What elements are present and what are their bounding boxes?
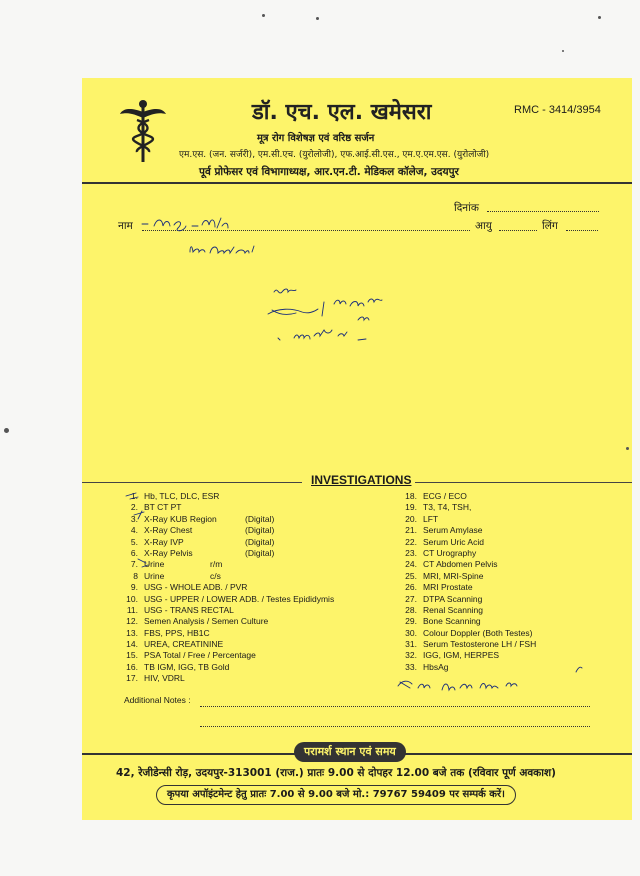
investigation-row: [118, 514, 334, 525]
investigation-name: LFT: [423, 513, 439, 524]
investigation-name: CT Urography: [423, 547, 477, 558]
investigation-row: [397, 594, 536, 605]
investigation-name: Serum Uric Acid: [423, 536, 484, 547]
investigation-row: [397, 582, 536, 593]
investigation-number: 1.: [130, 491, 138, 501]
investigation-row: [118, 559, 334, 570]
date-field[interactable]: [487, 211, 599, 212]
investigation-number: 11.: [126, 604, 138, 615]
paper-speck: [562, 50, 564, 52]
investigation-row: [118, 616, 334, 627]
investigation-name: Semen Analysis / Semen Culture: [144, 616, 269, 627]
investigation-number: 27.: [405, 593, 417, 604]
investigation-row: [118, 537, 334, 548]
investigation-number: 30.: [405, 627, 417, 638]
investigation-number: 3.: [130, 513, 138, 524]
investigation-number: 5.: [130, 536, 138, 547]
investigations-rule-left: [82, 482, 302, 483]
investigation-number: 24.: [405, 559, 417, 570]
name-field[interactable]: [142, 230, 470, 231]
appointment-note: कृपया अपॉइंटमेन्ट हेतु प्रातः 7.00 से 9.00 बजे मो.: 79767 59409 पर सम्पर्क करें।: [156, 785, 516, 805]
investigation-name: Colour Doppler (Both Testes): [423, 627, 533, 638]
investigations-left-column: [118, 491, 334, 685]
investigation-number: 7.: [130, 559, 138, 570]
investigation-row: [397, 571, 536, 582]
investigation-number: 4.: [130, 525, 138, 536]
handwritten-notes: [82, 78, 632, 820]
investigation-row: [397, 525, 536, 536]
investigation-row: [118, 639, 334, 650]
investigation-row: [118, 582, 334, 593]
investigation-name: MRI, MRI-Spine: [423, 570, 484, 581]
investigation-row: [397, 605, 536, 616]
investigation-number: 19.: [405, 502, 417, 513]
investigation-number: 29.: [405, 616, 417, 627]
investigation-name: PSA Total / Free / Percentage: [144, 650, 256, 661]
investigations-title: INVESTIGATIONS: [307, 473, 415, 487]
gender-field[interactable]: [566, 230, 598, 231]
investigation-name: ECG / ECO: [423, 491, 467, 501]
investigation-modality: (Digital): [245, 547, 275, 558]
investigation-name: UREA, CREATININE: [144, 639, 224, 650]
investigation-row: [118, 525, 334, 536]
investigation-row: [118, 650, 334, 661]
header-divider: [82, 182, 632, 184]
investigation-number: 6.: [130, 547, 138, 558]
investigation-number: 32.: [405, 650, 417, 661]
investigation-number: 15.: [126, 650, 138, 661]
investigation-row: [118, 662, 334, 673]
investigation-row: [397, 616, 536, 627]
investigation-number: 13.: [126, 627, 138, 638]
investigation-name: MRI Prostate: [423, 582, 473, 593]
investigation-row: [118, 571, 334, 582]
investigation-modality: (Digital): [245, 525, 275, 536]
paper-speck: [4, 428, 9, 433]
investigation-number: 31.: [405, 639, 417, 650]
investigation-name: Urine: [144, 570, 165, 581]
specialty: मूत्र रोग विशेषज्ञ एवं वरिष्ठ सर्जन: [257, 133, 375, 144]
investigation-row: [397, 502, 536, 513]
qualifications: एम.एस. (जन. सर्जरी), एम.सी.एच. (युरोलोजी), एफ.आई.सी.एस., एम.ए.एम.एस. (युरोलोजी): [179, 150, 490, 160]
investigation-number: 26.: [405, 582, 417, 593]
former-post: पूर्व प्रोफेसर एवं विभागाध्यक्ष, आर.एन.टी. मेडिकल कॉलेज, उदयपुर: [199, 166, 459, 178]
investigation-number: 17.: [126, 673, 138, 684]
investigation-name: BT CT PT: [144, 502, 182, 513]
investigation-name: USG - WHOLE ADB. / PVR: [144, 582, 248, 593]
investigation-name: DTPA Scanning: [423, 593, 483, 604]
investigation-modality: c/s: [210, 570, 221, 581]
investigation-row: [397, 639, 536, 650]
investigation-row: [118, 491, 334, 502]
investigation-row: [118, 673, 334, 684]
investigation-name: X-Ray Pelvis: [144, 547, 193, 558]
investigation-number: 25.: [405, 570, 417, 581]
investigation-name: Serum Amylase: [423, 525, 483, 536]
investigation-number: 10.: [126, 593, 138, 604]
investigation-number: 12.: [126, 616, 138, 627]
investigation-number: 21.: [405, 525, 417, 536]
investigation-name: FBS, PPS, HB1C: [144, 627, 210, 638]
investigation-name: T3, T4, TSH,: [423, 502, 472, 513]
investigation-modality: r/m: [210, 559, 223, 570]
investigation-row: [118, 605, 334, 616]
age-field[interactable]: [499, 230, 537, 231]
paper-speck: [262, 14, 265, 17]
additional-notes-label: Additional Notes :: [124, 695, 191, 705]
investigation-name: Renal Scanning: [423, 604, 484, 615]
investigation-name: Serum Testosterone LH / FSH: [423, 639, 537, 650]
investigation-name: IGG, IGM, HERPES: [423, 650, 500, 661]
investigation-name: USG - TRANS RECTAL: [144, 604, 234, 615]
investigation-number: 23.: [405, 547, 417, 558]
investigation-name: X-Ray Chest: [144, 525, 193, 536]
clinic-address: 42, रेजीडेन्सी रोड़, उदयपुर-313001 (राज.) प्रातः 9.00 से दोपहर 12.00 बजे तक (रविवार पूर्ण अवकाश): [116, 767, 556, 779]
additional-notes-field-1[interactable]: [200, 706, 590, 707]
investigation-row: [397, 537, 536, 548]
investigation-row: [397, 650, 536, 661]
investigation-number: 20.: [405, 513, 417, 524]
investigation-name: Hb, TLC, DLC, ESR: [144, 491, 220, 501]
investigations-right-column: [397, 491, 536, 673]
gender-label: लिंग: [542, 220, 558, 232]
investigation-number: 18.: [405, 491, 417, 501]
name-label: नाम: [118, 220, 133, 232]
investigation-row: [118, 548, 334, 559]
investigation-row: [397, 491, 536, 502]
investigation-number: 9.: [130, 582, 138, 593]
investigation-number: 14.: [126, 639, 138, 650]
investigation-number: 33.: [405, 661, 417, 672]
investigation-number: 2.: [130, 502, 138, 513]
investigation-number: 22.: [405, 536, 417, 547]
investigation-name: TB IGM, IGG, TB Gold: [144, 661, 230, 672]
paper-speck: [316, 17, 319, 20]
investigations-rule-right: [415, 482, 632, 483]
investigation-name: Urine: [144, 559, 165, 570]
caduceus-logo: [120, 98, 166, 164]
investigation-row: [118, 502, 334, 513]
consult-title: परामर्श स्थान एवं समय: [294, 742, 406, 762]
investigation-row: [118, 594, 334, 605]
paper-speck: [598, 16, 601, 19]
age-label: आयु: [475, 220, 492, 232]
investigation-number: 8: [133, 570, 138, 581]
investigation-name: HIV, VDRL: [144, 673, 185, 684]
investigation-row: [397, 662, 536, 673]
investigation-number: 16.: [126, 661, 138, 672]
investigation-name: X-Ray IVP: [144, 536, 184, 547]
investigation-name: HbsAg: [423, 661, 449, 672]
investigation-name: Bone Scanning: [423, 616, 481, 627]
rmc-number: RMC - 3414/3954: [514, 104, 601, 116]
prescription-sheet: [82, 78, 632, 820]
investigation-number: 28.: [405, 604, 417, 615]
additional-notes-field-2[interactable]: [200, 726, 590, 727]
investigation-row: [118, 628, 334, 639]
investigation-row: [397, 559, 536, 570]
date-label: दिनांक: [454, 202, 479, 214]
investigation-modality: (Digital): [245, 536, 275, 547]
investigation-row: [397, 514, 536, 525]
doctor-name: डॉ. एच. एल. खमेसरा: [252, 100, 432, 125]
investigation-name: X-Ray KUB Region: [144, 513, 217, 524]
paper-speck: [626, 447, 629, 450]
investigation-row: [397, 548, 536, 559]
investigation-row: [397, 628, 536, 639]
investigation-modality: (Digital): [245, 513, 275, 524]
investigation-name: USG - UPPER / LOWER ADB. / Testes Epididymis: [144, 593, 335, 604]
investigation-name: CT Abdomen Pelvis: [423, 559, 498, 570]
